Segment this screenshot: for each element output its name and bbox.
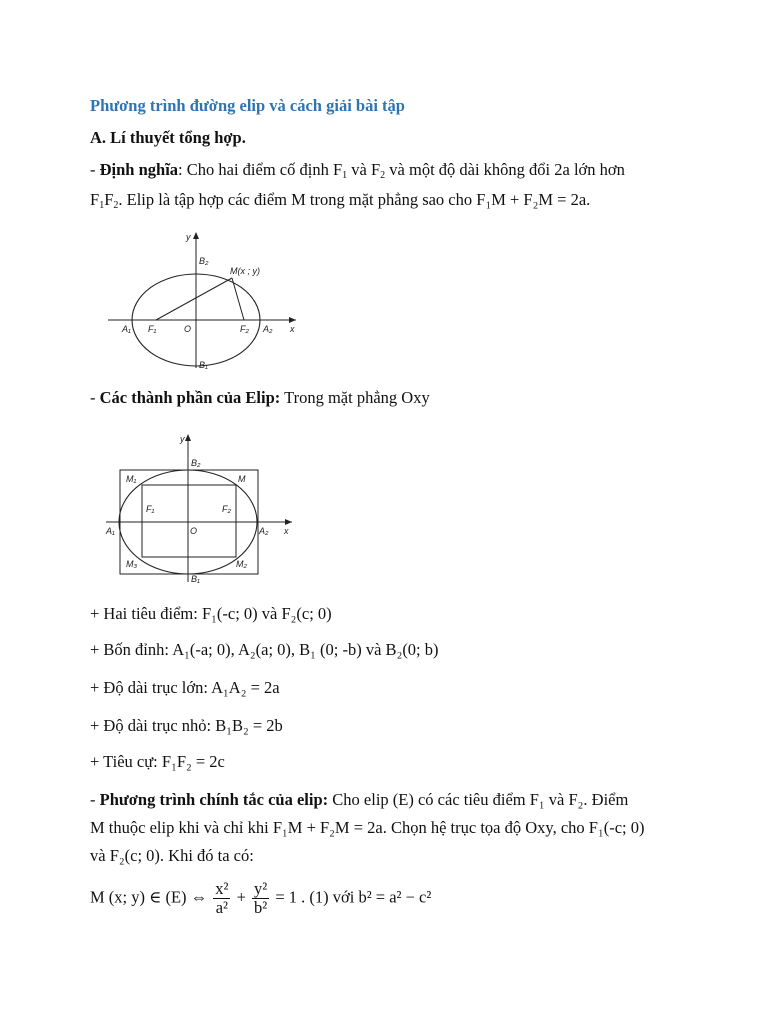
item-focal-length: + Tiêu cự: F₁F₂ = 2c [90,752,225,771]
fraction-x: $\frac{\text{x²}}{\text{a²}}$ [215,879,229,917]
ellipse-components-figure [100,432,300,584]
item-minor-axis: + Độ dài trục nhỏ: B₁B₂ = 2b [90,716,283,735]
label-y: y [180,434,185,444]
label-y: y [186,232,191,242]
label-o: O [190,526,198,536]
label-m1: M₁ [126,474,137,484]
x-axis-arrow [289,317,296,323]
canonical-line-3: và F₂(c; 0). Khi đó ta có: [90,846,254,865]
item-foci: + Hai tiêu điểm: F₁(-c; 0) và F₂(c; 0) [90,604,332,623]
label-m: M [238,474,246,484]
canonical-line-1: - Phương trình chính tắc của elip: Cho elip (E) có các tiêu điểm F₁ và F₂. Điểm [90,790,629,809]
canonical-line-2: M thuộc elip khi và chỉ khi F₁M + F₂M = 2a. Chọn hệ trục tọa độ Oxy, cho F₁(-c; 0) [90,818,645,837]
segment-f1m [156,278,232,320]
label-a2: A₂ [263,324,273,334]
ellipse-definition-figure [100,228,300,376]
label-x: x [290,324,295,334]
label-b2: B₂ [191,458,201,468]
label-f2: F₂ [222,504,231,514]
label-f1: F₁ [146,504,155,514]
item-major-axis: + Độ dài trục lớn: A₁A₂ = 2a [90,678,280,697]
label-b2: B₂ [199,256,209,266]
components-line: - Các thành phần của Elip: Trong mặt phẳng Oxy [90,388,430,407]
label-m2: M₂ [236,559,247,569]
label-a1: A₁ [106,526,115,536]
page-title: Phương trình đường elip và cách giải bài tập [90,96,405,115]
y-axis-arrow [185,434,191,441]
item-vertices: + Bốn đỉnh: A₁(-a; 0), A₂(a; 0), B₁ (0; -b) và B₂(0; b) [90,640,439,659]
definition-line-2: $F_1F_2$. Elip là tập hợp các điểm M trong mặt phẳng sao cho F₁M + F₂M = 2a. [90,190,591,211]
definition-line-1: - Định nghĩa: Cho hai điểm cố định $F_1$ và $F_2$ và một độ dài không đổi 2a lớn hơn [90,160,625,181]
label-b1: B₁ [199,360,208,370]
label-f1: F₁ [148,324,157,334]
label-a1: A₁ [122,324,131,334]
canonical-equation: M (x; y) ∈ (E) ⇔ $\frac{\text{x²}}{\text{a²}}$ + $\frac{\text{y²}}{\text{b²}}$ = 1 . (1) với b² = a² − c² [90,879,432,917]
label-b1: B₁ [191,574,200,584]
label-m: M(x ; y) [230,266,260,276]
label-o: O [184,324,192,334]
label-m3: M₃ [126,559,138,569]
section-heading: A. Lí thuyết tổng hợp. [90,128,246,147]
x-axis-arrow [285,519,292,525]
inner-rectangle [142,485,236,557]
segment-f2m [232,278,244,320]
label-x: x [284,526,289,536]
fraction-y: $\frac{\text{y²}}{\text{b²}}$ [254,879,268,917]
label-a2: A₂ [259,526,269,536]
label-f2: F₂ [240,324,249,334]
y-axis-arrow [193,232,199,239]
